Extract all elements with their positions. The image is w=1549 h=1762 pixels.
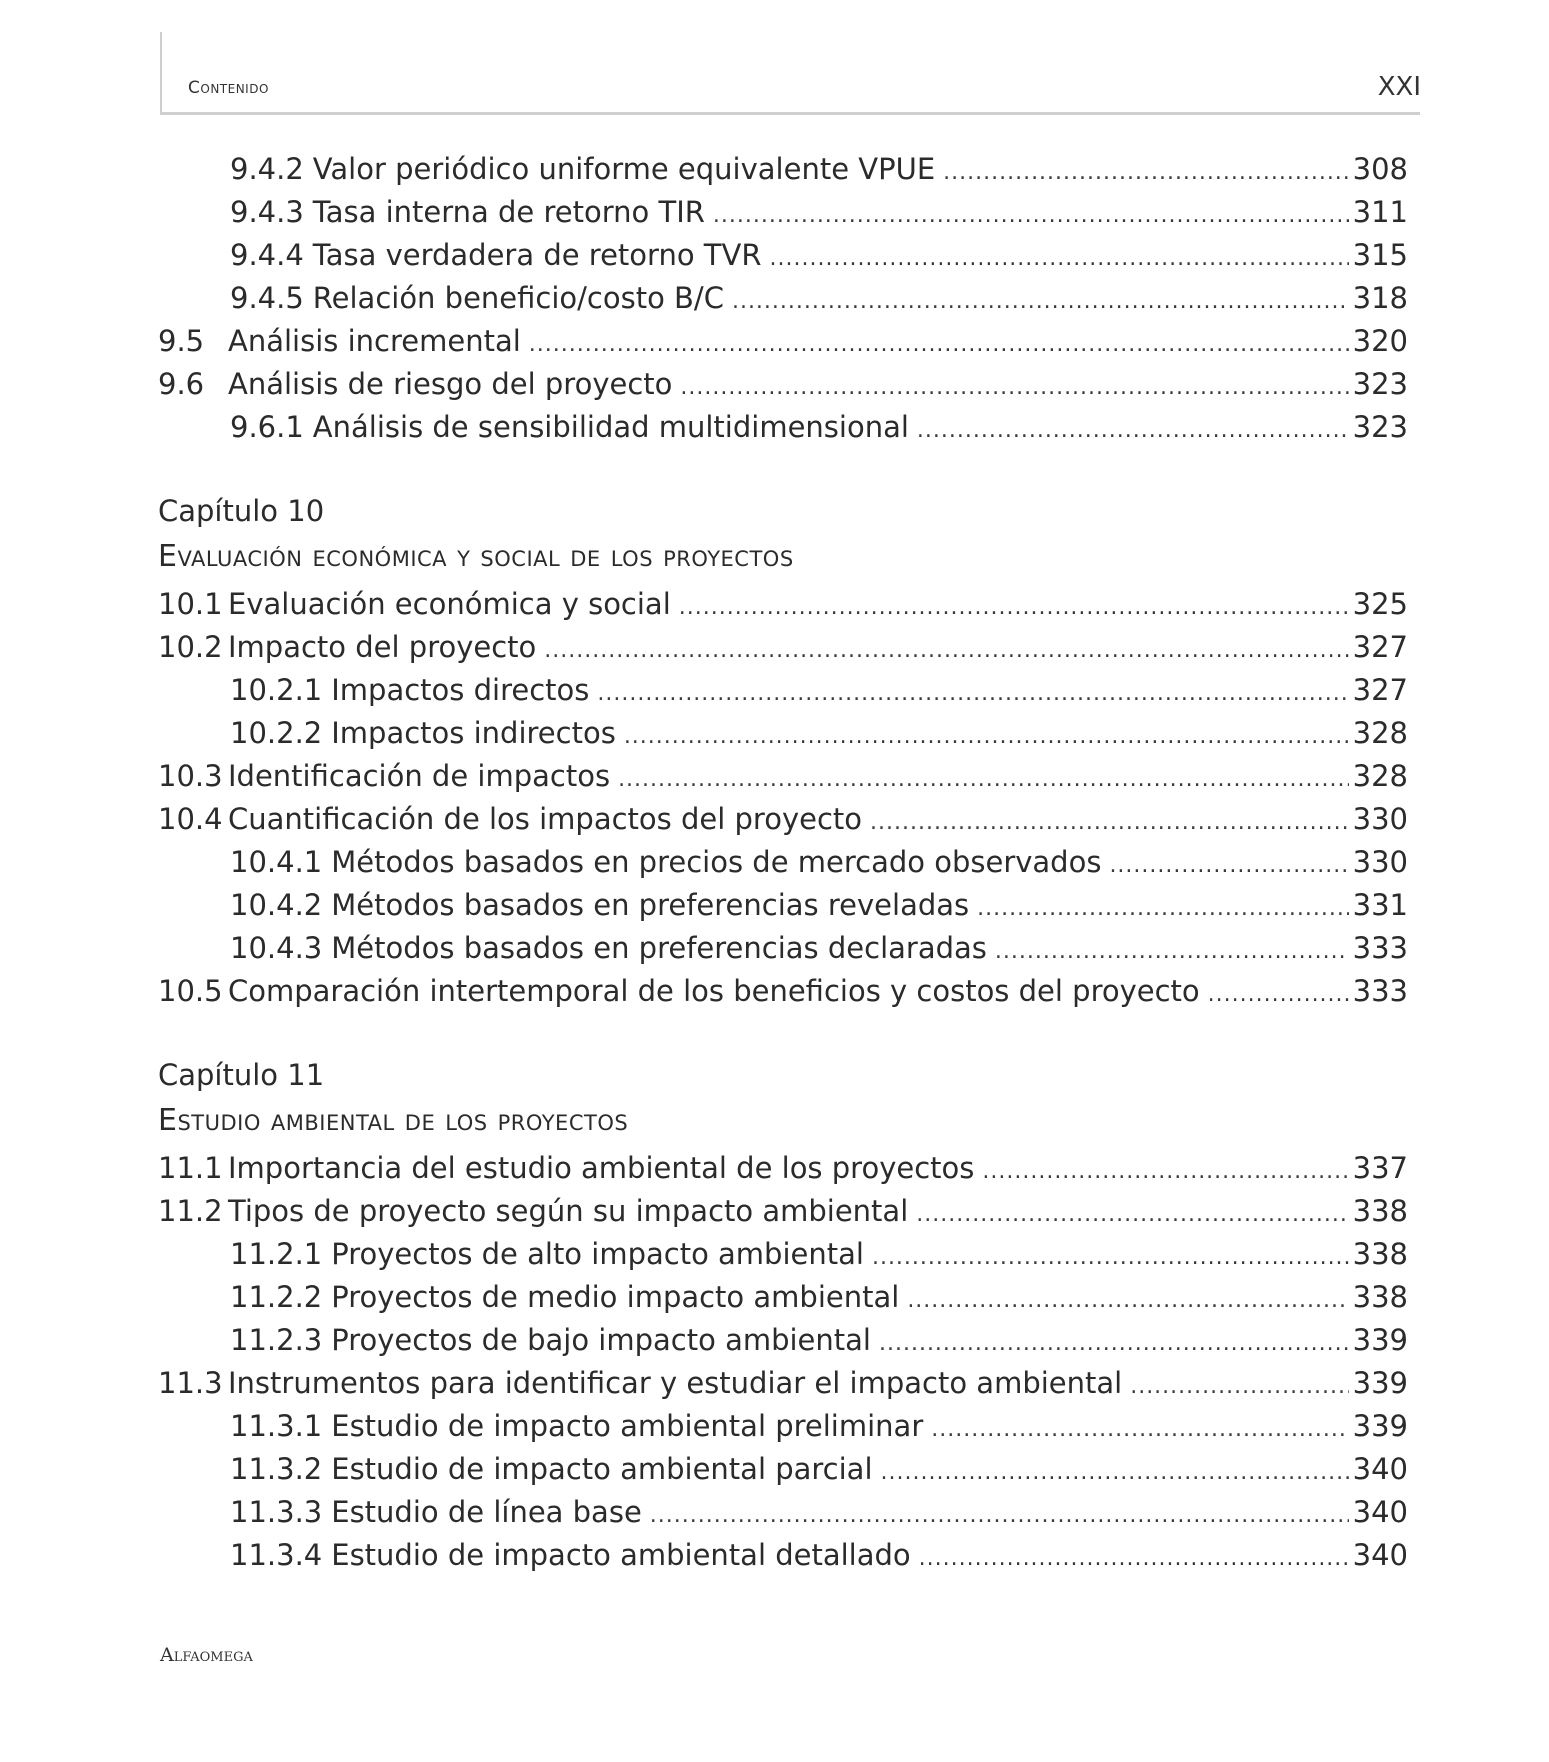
toc-entry[interactable] — [158, 1491, 1408, 1534]
toc-section — [158, 489, 1408, 1013]
toc-entry[interactable] — [158, 1276, 1408, 1319]
dot-leader — [770, 237, 1349, 280]
toc-entry[interactable] — [158, 626, 1408, 669]
toc-entry[interactable] — [158, 277, 1408, 320]
entry-number: 11.3 — [158, 1366, 223, 1400]
dot-leader — [597, 672, 1348, 715]
dot-leader — [732, 280, 1349, 323]
entry-page-number: 323 — [1352, 410, 1408, 444]
entry-number: 9.4.5 — [230, 281, 304, 315]
dot-leader — [872, 1236, 1349, 1279]
entry-number: 11.3.2 — [230, 1452, 323, 1486]
toc-entry[interactable] — [158, 234, 1408, 277]
dot-leader — [870, 801, 1349, 844]
toc-entry[interactable] — [158, 1233, 1408, 1276]
dot-leader — [624, 715, 1349, 758]
toc-entry[interactable] — [158, 798, 1408, 841]
dot-leader — [943, 151, 1349, 194]
toc-entry[interactable] — [158, 841, 1408, 884]
chapter-title: Estudio ambiental de los proyectos — [158, 1103, 629, 1138]
entry-number: 10.1 — [158, 587, 223, 621]
toc-entry[interactable] — [158, 970, 1408, 1013]
entry-title: Tipos de proyecto según su impacto ambiental — [228, 1194, 909, 1228]
dot-leader — [931, 1408, 1348, 1451]
entry-title: Estudio de línea base — [331, 1495, 642, 1529]
entry-page-number: 328 — [1352, 759, 1408, 793]
entry-number: 10.4.3 — [230, 931, 323, 965]
dot-leader — [977, 887, 1349, 930]
dot-leader — [916, 1193, 1348, 1236]
entry-title: Impacto del proyecto — [228, 630, 537, 664]
entry-number: 9.4.2 — [230, 152, 304, 186]
page-number: XXI — [1377, 72, 1421, 102]
entry-number: 11.1 — [158, 1151, 223, 1185]
entry-title: Relación beneficio/costo B/C — [312, 281, 724, 315]
entry-page-number: 333 — [1352, 974, 1408, 1008]
dot-leader — [879, 1322, 1349, 1365]
entry-number: 9.4.3 — [230, 195, 304, 229]
entry-page-number: 315 — [1352, 238, 1408, 272]
toc-entry[interactable] — [158, 320, 1408, 363]
toc-entry[interactable] — [158, 927, 1408, 970]
entry-page-number: 320 — [1352, 324, 1408, 358]
entry-title: Métodos basados en precios de mercado observados — [331, 845, 1102, 879]
dot-leader — [1208, 973, 1349, 1016]
entry-title: Estudio de impacto ambiental detallado — [331, 1538, 911, 1572]
dot-leader — [544, 629, 1348, 672]
dot-leader — [881, 1451, 1349, 1494]
entry-title: Estudio de impacto ambiental parcial — [331, 1452, 873, 1486]
dot-leader — [917, 409, 1349, 452]
entry-number: 9.6 — [158, 367, 205, 401]
entry-number: 9.5 — [158, 324, 205, 358]
entry-page-number: 311 — [1352, 195, 1408, 229]
entry-page-number: 339 — [1352, 1409, 1408, 1443]
dot-leader — [679, 586, 1349, 629]
entry-title: Evaluación económica y social — [228, 587, 671, 621]
entry-title: Métodos basados en preferencias declaradas — [331, 931, 987, 965]
entry-page-number: 339 — [1352, 1366, 1408, 1400]
entry-number: 9.6.1 — [230, 410, 304, 444]
toc-entry[interactable] — [158, 1405, 1408, 1448]
entry-number: 11.3.4 — [230, 1538, 323, 1572]
running-head: Contenido — [188, 78, 269, 98]
entry-page-number: 338 — [1352, 1280, 1408, 1314]
entry-page-number: 327 — [1352, 630, 1408, 664]
dot-leader — [1109, 844, 1348, 887]
entry-number: 11.2.1 — [230, 1237, 323, 1271]
entry-page-number: 338 — [1352, 1237, 1408, 1271]
entry-number: 11.2.3 — [230, 1323, 323, 1357]
entry-page-number: 339 — [1352, 1323, 1408, 1357]
entry-title: Identificación de impactos — [228, 759, 611, 793]
entry-page-number: 340 — [1352, 1538, 1408, 1572]
dot-leader — [680, 366, 1348, 409]
toc-entry[interactable] — [158, 1534, 1408, 1577]
toc-entry[interactable] — [158, 669, 1408, 712]
chapter-label: Capítulo 10 — [158, 494, 325, 528]
dot-leader — [713, 194, 1349, 237]
toc-entry[interactable] — [158, 712, 1408, 755]
entry-title: Comparación intertemporal de los beneficios y costos del proyecto — [228, 974, 1200, 1008]
entry-page-number: 338 — [1352, 1194, 1408, 1228]
entry-page-number: 330 — [1352, 845, 1408, 879]
entry-number: 11.3.3 — [230, 1495, 323, 1529]
entry-title: Proyectos de alto impacto ambiental — [331, 1237, 864, 1271]
entry-number: 10.4.1 — [230, 845, 323, 879]
table-of-contents — [158, 148, 1408, 1577]
entry-number: 10.4 — [158, 802, 223, 836]
entry-page-number: 308 — [1352, 152, 1408, 186]
entry-title: Análisis de riesgo del proyecto — [228, 367, 673, 401]
entry-page-number: 330 — [1352, 802, 1408, 836]
toc-entry[interactable] — [158, 1448, 1408, 1491]
entry-title: Impactos directos — [331, 673, 590, 707]
entry-title: Cuantificación de los impactos del proyecto — [228, 802, 863, 836]
entry-number: 9.4.4 — [230, 238, 304, 272]
dot-leader — [982, 1150, 1348, 1193]
entry-number: 10.2.1 — [230, 673, 323, 707]
entry-page-number: 331 — [1352, 888, 1408, 922]
toc-entry[interactable] — [158, 583, 1408, 626]
dot-leader — [529, 323, 1349, 366]
entry-number: 11.3.1 — [230, 1409, 323, 1443]
toc-section — [158, 148, 1408, 449]
toc-entry[interactable] — [158, 755, 1408, 798]
toc-entry[interactable] — [158, 363, 1408, 406]
entry-title: Tasa interna de retorno TIR — [312, 195, 705, 229]
dot-leader — [618, 758, 1349, 801]
dot-leader — [650, 1494, 1349, 1537]
entry-number: 10.3 — [158, 759, 223, 793]
dot-leader — [919, 1537, 1349, 1580]
toc-entry[interactable] — [158, 406, 1408, 449]
entry-title: Instrumentos para identificar y estudiar el impacto ambiental — [228, 1366, 1123, 1400]
entry-number: 10.2.2 — [230, 716, 323, 750]
entry-title: Tasa verdadera de retorno TVR — [312, 238, 762, 272]
entry-title: Valor periódico uniforme equivalente VPUE — [312, 152, 936, 186]
toc-entry[interactable] — [158, 884, 1408, 927]
entry-page-number: 340 — [1352, 1452, 1408, 1486]
toc-entry[interactable] — [158, 191, 1408, 234]
entry-title: Proyectos de medio impacto ambiental — [331, 1280, 900, 1314]
toc-entry[interactable] — [158, 1319, 1408, 1362]
dot-leader — [907, 1279, 1348, 1322]
entry-page-number: 328 — [1352, 716, 1408, 750]
entry-title: Estudio de impacto ambiental preliminar — [331, 1409, 924, 1443]
entry-title: Métodos basados en preferencias reveladas — [331, 888, 970, 922]
entry-page-number: 325 — [1352, 587, 1408, 621]
entry-number: 11.2 — [158, 1194, 223, 1228]
entry-page-number: 327 — [1352, 673, 1408, 707]
entry-title: Importancia del estudio ambiental de los proyectos — [228, 1151, 975, 1185]
entry-page-number: 333 — [1352, 931, 1408, 965]
entry-number: 10.4.2 — [230, 888, 323, 922]
header-rule — [160, 112, 1420, 115]
toc-section — [158, 1053, 1408, 1577]
entry-page-number: 323 — [1352, 367, 1408, 401]
chapter-title: Evaluación económica y social de los proyectos — [158, 539, 794, 574]
entry-page-number: 337 — [1352, 1151, 1408, 1185]
entry-page-number: 340 — [1352, 1495, 1408, 1529]
header-vertical-rule — [160, 32, 162, 112]
chapter-label: Capítulo 11 — [158, 1058, 325, 1092]
entry-number: 10.2 — [158, 630, 223, 664]
entry-number: 11.2.2 — [230, 1280, 323, 1314]
toc-entry[interactable] — [158, 148, 1408, 191]
entry-title: Análisis incremental — [228, 324, 521, 358]
entry-page-number: 318 — [1352, 281, 1408, 315]
toc-entry[interactable] — [158, 1362, 1408, 1405]
entry-number: 10.5 — [158, 974, 223, 1008]
publisher-footer: Alfaomega — [160, 1644, 253, 1666]
dot-leader — [995, 930, 1349, 973]
dot-leader — [1130, 1365, 1348, 1408]
entry-title: Análisis de sensibilidad multidimensional — [312, 410, 909, 444]
entry-title: Proyectos de bajo impacto ambiental — [331, 1323, 871, 1357]
toc-entry[interactable] — [158, 1190, 1408, 1233]
toc-entry[interactable] — [158, 1147, 1408, 1190]
entry-title: Impactos indirectos — [331, 716, 616, 750]
